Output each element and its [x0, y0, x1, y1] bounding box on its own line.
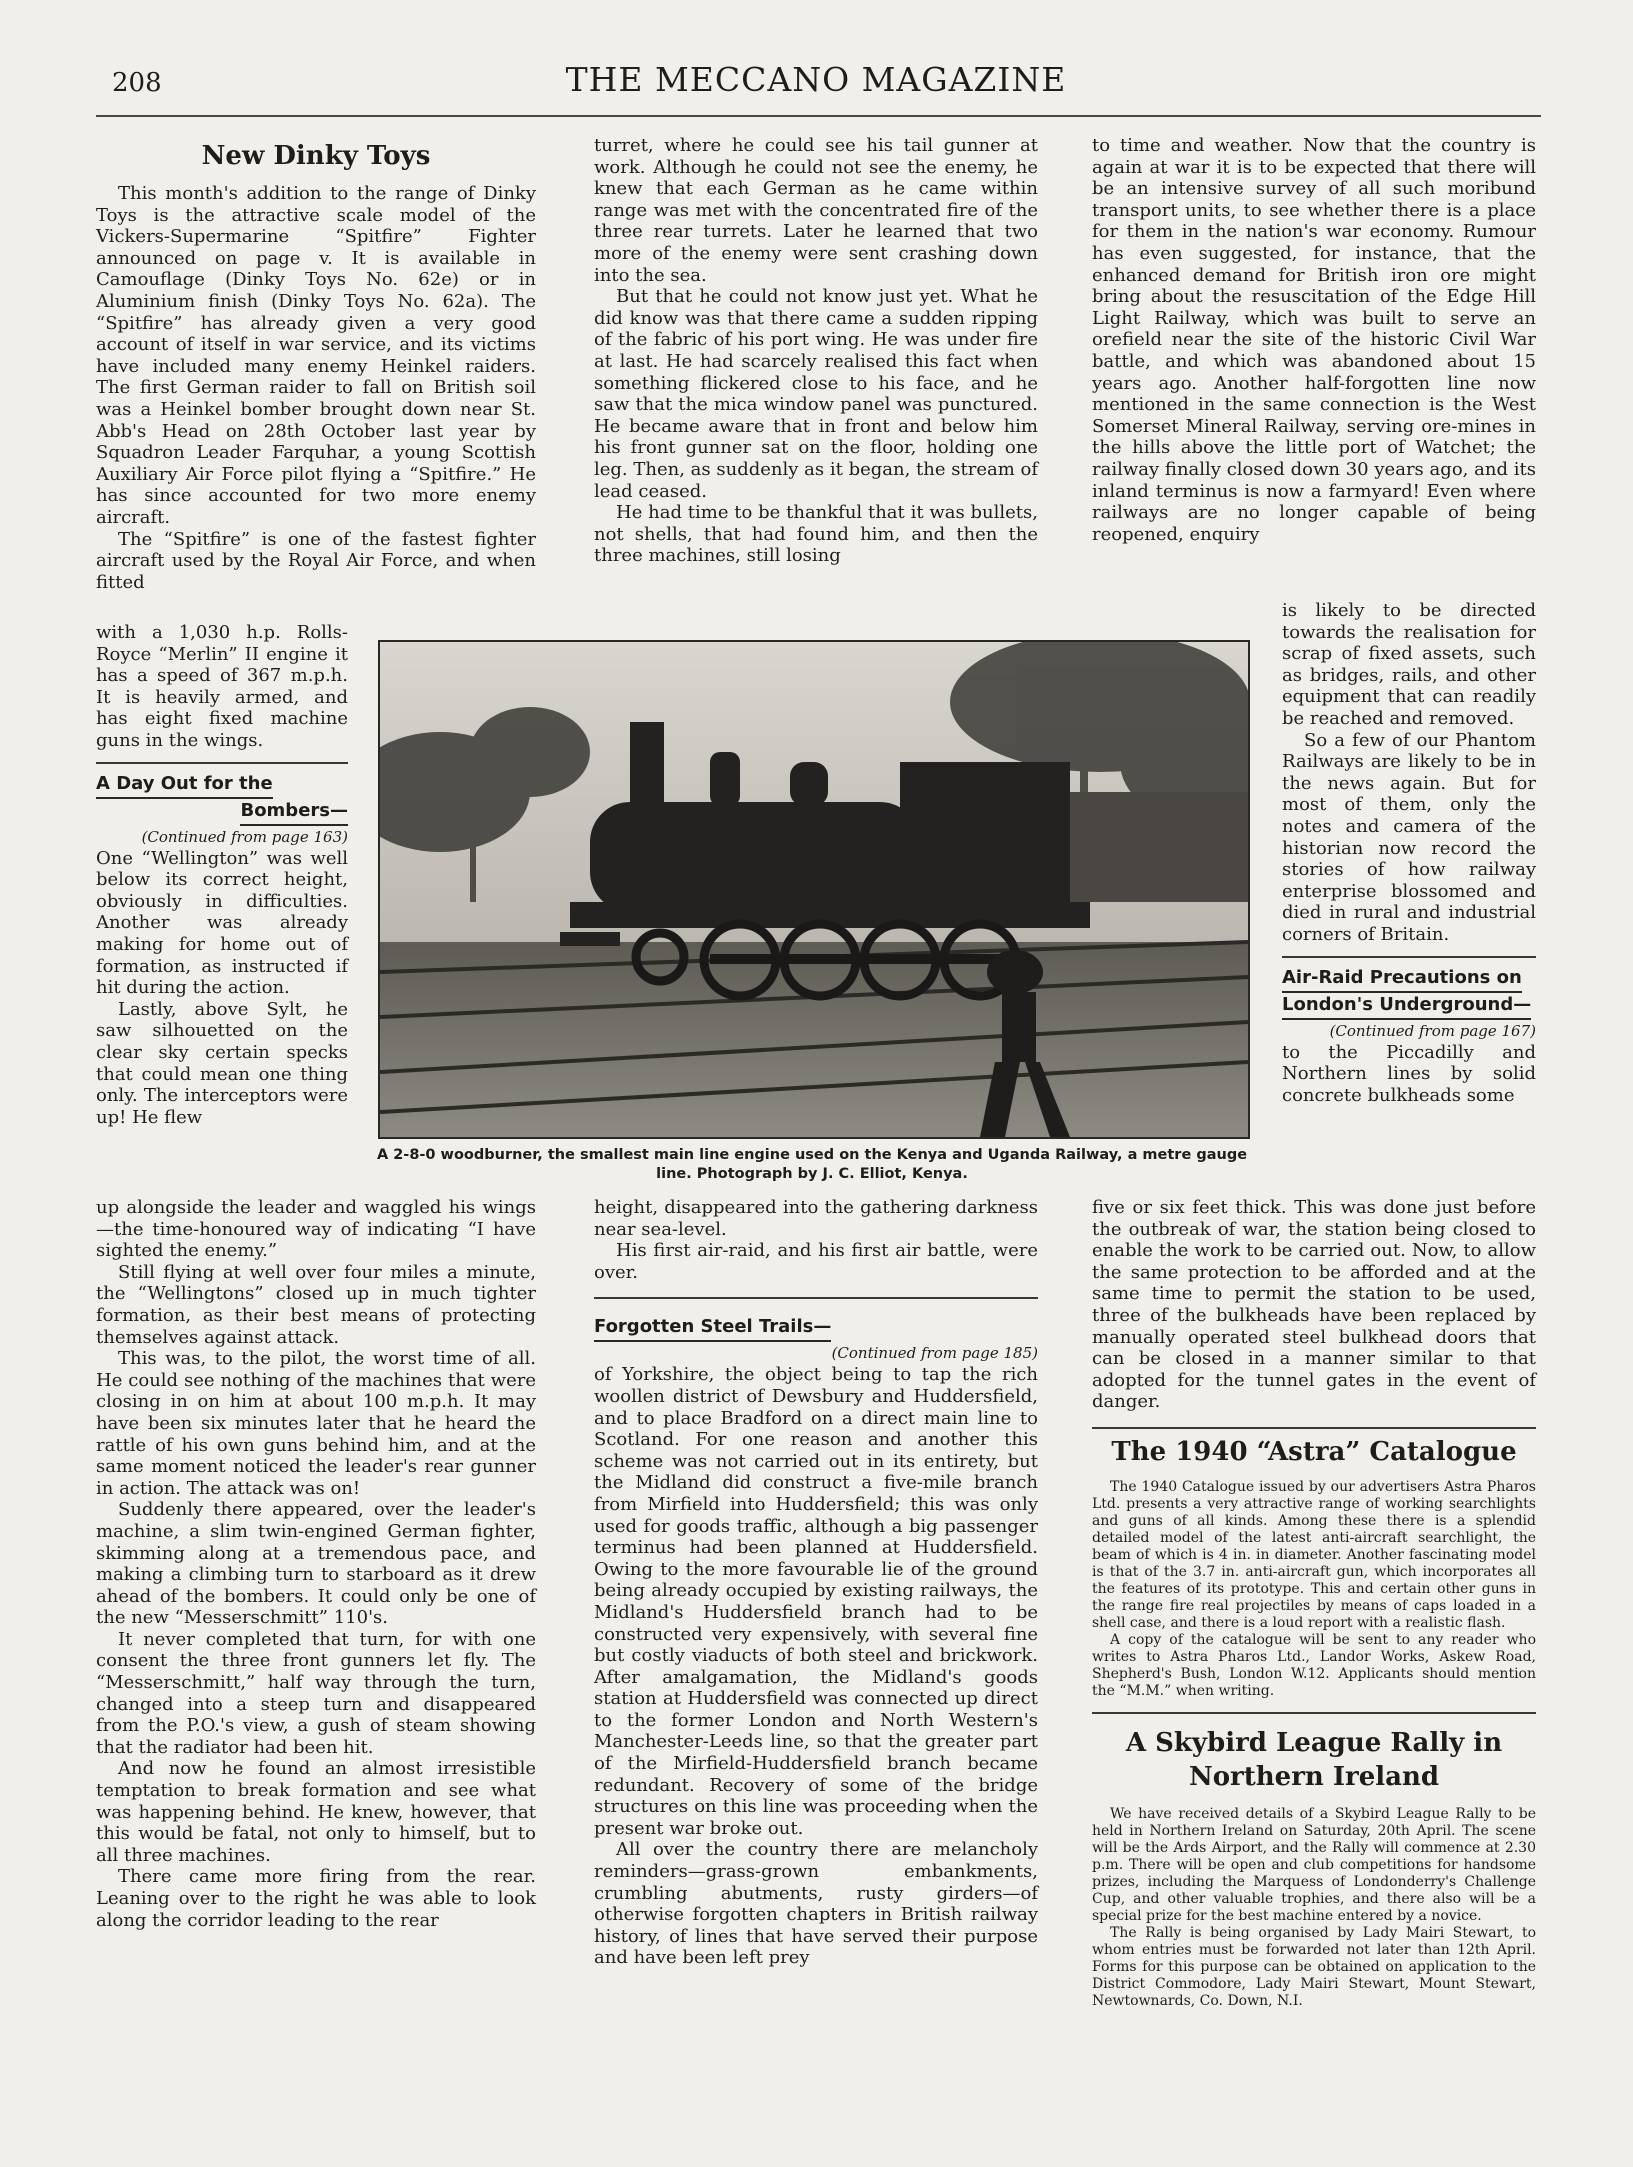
dinky-paragraph: The “Spitfire” is one of the fastest fighter aircraft used by the Royal Air Force, and when fitted: [96, 528, 536, 593]
dinky-paragraph: This month's addition to the range of Dinky Toys is the attractive scale model of the Vickers-Supermarine “Spitfire” Fighter announced on page v. It is available in Camouflage (Dinky Toys No. 62e) or in Aluminium finish (Dinky Toys No. 62a). The “Spitfire” has already given a very good account of itself in war service, and its victims have included many enemy Heinkel raiders. The first German raider to fall on British soil was a Heinkel bomber brought down near St. Abb's Head on 28th October last year by Squadron Leader Farquhar, a young Scottish Auxiliary Air Force pilot flying a “Spitfire.” He has since accounted for two more enemy aircraft.: [96, 183, 536, 528]
column-middle-lower: [594, 1197, 1038, 1969]
skybird-paragraph: We have received details of a Skybird League Rally to be held in Northern Ireland on Saturday, 20th April. The scene will be the Ards Airport, and the Rally will commence at 2.30 p.m. There will be open and club competitions for handsome prizes, including the Marquess of Londonderry's Challenge Cup, and other valuable trophies, and there also will be a special prize for the best machine entered by a novice.: [1092, 1805, 1536, 1924]
astra-body: [1092, 1479, 1536, 1700]
article-title-dinky: New Dinky Toys: [201, 141, 431, 171]
bombers-paragraph: There came more firing from the rear. Leaning over to the right he was able to look along the corridor leading to the rear: [96, 1866, 536, 1931]
column-left-lower: [96, 1197, 536, 1931]
bombers-paragraph: But that he could not know just yet. What he did know was that there came a sudden ripping of the fabric of his port wing. He was under fire at last. He had scarcely realised this fact when something flickered close to his face, and he saw that the mica window panel was punctured. He became aware that in front and below him his front gunner sat on the floor, holding one leg. Then, as suddenly as it began, the stream of lead ceased.: [594, 286, 1038, 502]
steel-paragraph: of Yorkshire, the object being to tap the rich woollen district of Dewsbury and Huddersfield, and to place Bradford on a direct main line to Scotland. For one reason and another this scheme was not carried out in its entirety, but the Midland did construct a five-mile branch from Mirfield into Huddersfield; this was only used for goods traffic, although a big passenger terminus had been planned at Huddersfield. Owing to the more favourable lie of the ground being already occupied by existing railways, the Midland's Huddersfield branch had to be constructed very expensively, with several fine but costly viaducts of both steel and brickwork. After amalgamation, the Midland's goods station at Huddersfield was connected up direct to the former London and North Western's Manchester-Leeds line, so that the greater part of the Mirfield-Huddersfield branch became redundant. Recovery of some of the bridge structures on this line was proceeding when the present war broke out.: [594, 1364, 1038, 1839]
dinky-paragraph: with a 1,030 h.p. Rolls-Royce “Merlin” II engine it has a speed of 367 m.p.h. It is heavily armed, and has eight fixed machine guns in the wings.: [96, 622, 348, 751]
magazine-title: THE MECCANO MAGAZINE: [565, 60, 1067, 99]
bombers-paragraph: He had time to be thankful that it was bullets, not shells, that had found him, and then the three machines, still losing: [594, 502, 1038, 567]
page-number: 208: [112, 68, 162, 98]
column-right-upper: [1092, 135, 1536, 545]
skybird-paragraph: The Rally is being organised by Lady Mairi Stewart, to whom entries must be forwarded not later than 12th April. Forms for this purpose can be obtained on application to the District Commodore, Lady Mairi Stewart, Mount Stewart, Newtownards, Co. Down, N.I.: [1092, 1924, 1536, 2009]
bombers-paragraph: up alongside the leader and waggled his wings—the time-honoured way of indicating “I have sighted the enemy.”: [96, 1197, 536, 1262]
locomotive-illustration: [380, 642, 1248, 1137]
article-title-bombers: A Day Out for the Bombers—: [96, 772, 348, 826]
continued-note: (Continued from page 163): [141, 827, 348, 846]
article-title-astra: The 1940 “Astra” Catalogue: [1111, 1436, 1517, 1467]
arp-paragraph: to the Piccadilly and Northern lines by solid concrete bulkheads some: [1282, 1041, 1536, 1106]
bombers-paragraph: One “Wellington” was well below its correct height, obviously in difficulties. Another was already making for home out of formation, as instructed if hit during the action.: [96, 847, 348, 999]
article-title-steel: Forgotten Steel Trails—: [594, 1315, 1038, 1342]
column-right-narrow: [1282, 600, 1536, 1106]
bombers-paragraph: Lastly, above Sylt, he saw silhouetted on the clear sky certain specks that could mean one thing only. The interceptors were up! He flew: [96, 998, 348, 1128]
continued-note: (Continued from page 185): [831, 1344, 1038, 1363]
bombers-paragraph: height, disappeared into the gathering darkness near sea-level.: [594, 1197, 1038, 1240]
section-rule: [1092, 1712, 1536, 1714]
locomotive-photo: [378, 640, 1250, 1139]
bombers-paragraph: Suddenly there appeared, over the leader's machine, a slim twin-engined German fighter, skimming along at a tremendous pace, and making a climbing turn to starboard as it drew ahead of the bombers. It could only be one of the new “Messerschmitt” 110's.: [96, 1499, 536, 1629]
continued-note: (Continued from page 167): [1329, 1021, 1536, 1040]
column-middle-upper: [594, 135, 1038, 567]
steel-paragraph: is likely to be directed towards the realisation for scrap of fixed assets, such as bridges, rails, and other equipment that can readily be reached and removed.: [1282, 600, 1536, 729]
bombers-paragraph: His first air-raid, and his first air battle, were over.: [594, 1240, 1038, 1283]
article-title-skybird: A Skybird League Rally in Northern Ireland: [1125, 1727, 1503, 1792]
astra-paragraph: The 1940 Catalogue issued by our advertisers Astra Pharos Ltd. presents a very attractive range of working searchlights and guns of all kinds. Among these there is a splendid detailed model of the latest anti-aircraft searchlight, the beam of which is 4 in. in diameter. Another fascinating model is that of the 3.7 in. anti-aircraft gun, which incorporates all the features of its prototype. This and certain other guns in the range fire real projectiles by means of caps loaded in a shell case, and there is a loud report with a realistic flash.: [1092, 1478, 1536, 1631]
section-rule: [1092, 1427, 1536, 1429]
astra-paragraph: A copy of the catalogue will be sent to any reader who writes to Astra Pharos Ltd., Landor Works, Askew Road, Shepherd's Bush, London W.12. Applicants should mention the “M.M.” when writing.: [1092, 1631, 1536, 1699]
column-left: [96, 135, 536, 593]
bombers-paragraph: It never completed that turn, for with one consent the three front gunners let fly. The “Messerschmitt,” half way through the turn, changed into a steep turn and disappeared from the P.O.'s view, a gush of steam showing that the radiator had been hit.: [96, 1628, 536, 1758]
photo-caption: A 2-8-0 woodburner, the smallest main line engine used on the Kenya and Uganda Railway, a metre gauge line. Photograph by J. C. Elliot, Kenya.: [376, 1147, 1248, 1182]
steel-paragraph: All over the country there are melancholy reminders—grass-grown embankments, crumbling abutments, rusty girders—of otherwise forgotten chapters in British railway history, of lines that have served their purpose and have been left prey: [594, 1839, 1038, 1969]
bombers-paragraph: And now he found an almost irresistible temptation to break formation and see what was happening behind. He knew, however, that this would be fatal, not only to himself, but to all three machines.: [96, 1758, 536, 1866]
header-rule: [96, 115, 1541, 117]
arp-paragraph: five or six feet thick. This was done just before the outbreak of war, the station being closed to enable the work to be carried out. Now, to allow the same protection to be afforded and at the same time to permit the station to be used, three of the bulkheads have been replaced by manually operated steel bulkhead doors that can be closed in a manner similar to that adopted for the tunnel gates in the event of danger.: [1092, 1197, 1536, 1413]
column-left-narrow: [96, 622, 348, 1128]
section-rule: [1282, 956, 1536, 958]
skybird-body: [1092, 1806, 1536, 2010]
steel-paragraph: So a few of our Phantom Railways are likely to be in the news again. But for most of them, only the notes and camera of the historian now record the stories of how railway enterprise blossomed and died in rural and industrial corners of Britain.: [1282, 729, 1536, 945]
column-right-lower: [1092, 1197, 1536, 2010]
steel-paragraph: to time and weather. Now that the country is again at war it is to be expected that there will be an intensive survey of all such moribund transport units, to see whether there is a place for them in the nation's war economy. Rumour has even suggested, for instance, that the enhanced demand for British iron ore might bring about the resuscitation of the Edge Hill Light Railway, which was built to serve an orefield near the site of the historic Civil War battle, and which was abandoned about 15 years ago. Another half-forgotten line now mentioned in the same connection is the West Somerset Mineral Railway, serving ore-mines in the hills above the little port of Watchet; the railway finally closed down 30 years ago, and its inland terminus is now a farmyard! Even where railways are no longer capable of being reopened, enquiry: [1092, 135, 1536, 545]
bombers-paragraph: Still flying at well over four miles a minute, the “Wellingtons” closed up in much tighter formation, as their best means of protecting themselves against attack.: [96, 1261, 536, 1348]
running-head: [96, 60, 1536, 110]
section-rule: [594, 1297, 1038, 1299]
bombers-paragraph: turret, where he could see his tail gunner at work. Although he could not see the enemy, he knew that each German as he came within range was met with the concentrated fire of the three rear turrets. Later he learned that two more of the enemy were sent crashing down into the sea.: [594, 135, 1038, 286]
section-rule: [96, 762, 348, 764]
article-title-arp: Air-Raid Precautions on London's Underground—: [1282, 966, 1536, 1020]
bombers-paragraph: This was, to the pilot, the worst time of all. He could see nothing of the machines that were closing in on him at about 100 m.p.h. It may have been six minutes later that he heard the rattle of his own guns behind him, and at the same moment noticed the leader's rear gunner in action. The attack was on!: [96, 1348, 536, 1499]
